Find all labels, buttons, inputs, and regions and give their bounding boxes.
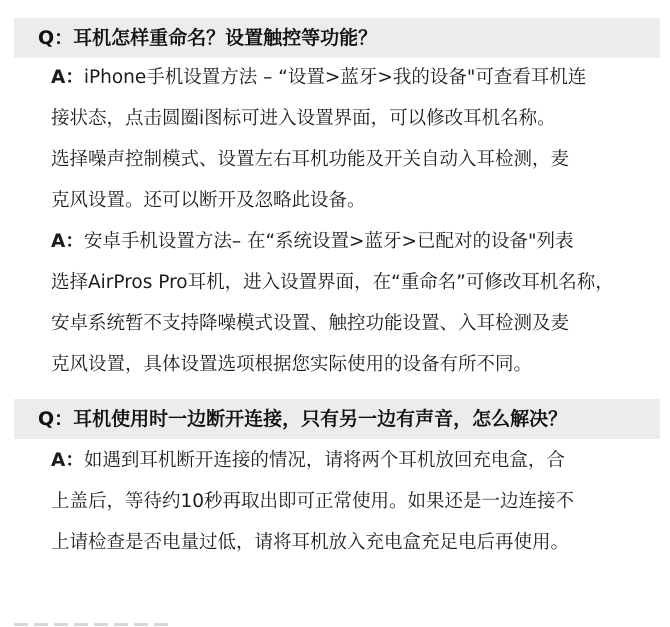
faq-answer-line: 上请检查是否电量过低，请将耳机放入充电盒充足电后再使用。 xyxy=(51,532,570,553)
faq-answer-line xyxy=(51,446,565,476)
faq-answer-line: 选择噪声控制模式、设置左右耳机功能及开关自动入耳检测，麦 xyxy=(51,149,570,170)
answer-prefix: A： xyxy=(51,67,84,88)
faq-answer-line: 选择AirPros Pro耳机，进入设置界面，在“重命名”可修改耳机名称， xyxy=(51,272,614,293)
answer-prefix: A： xyxy=(51,450,84,471)
faq-answer-line xyxy=(51,227,574,257)
answer-text: iPhone手机设置方法 – “设置>蓝牙>我的设备"可查看耳机连 xyxy=(83,67,587,88)
faq-answer-line xyxy=(51,63,586,93)
answer-text: 如遇到耳机断开连接的情况，请将两个耳机放回充电盒，合 xyxy=(83,450,565,471)
faq-question-rename: Q：耳机怎样重命名？设置触控等功能？ xyxy=(14,18,660,58)
faq-answer-line: 上盖后，等待约10秒再取出即可正常使用。如果还是一边连接不 xyxy=(51,491,575,512)
faq-answer-line: 接状态，点击圆圈i图标可进入设置界面，可以修改耳机名称。 xyxy=(51,108,556,129)
faq-answer-line: 克风设置，具体设置选项根据您实际使用的设备有所不同。 xyxy=(51,354,533,375)
answer-text: 安卓手机设置方法– 在“系统设置>蓝牙>已配对的设备"列表 xyxy=(83,231,574,252)
faq-answer-line: 克风设置。还可以断开及忽略此设备。 xyxy=(51,190,366,211)
faq-question-disconnect: Q：耳机使用时一边断开连接，只有另一边有声音，怎么解决？ xyxy=(14,399,660,439)
cropped-footer-text xyxy=(14,612,234,626)
answer-prefix: A： xyxy=(51,231,84,252)
faq-answer-line: 安卓系统暂不支持降噪模式设置、触控功能设置、入耳检测及麦 xyxy=(51,313,570,334)
